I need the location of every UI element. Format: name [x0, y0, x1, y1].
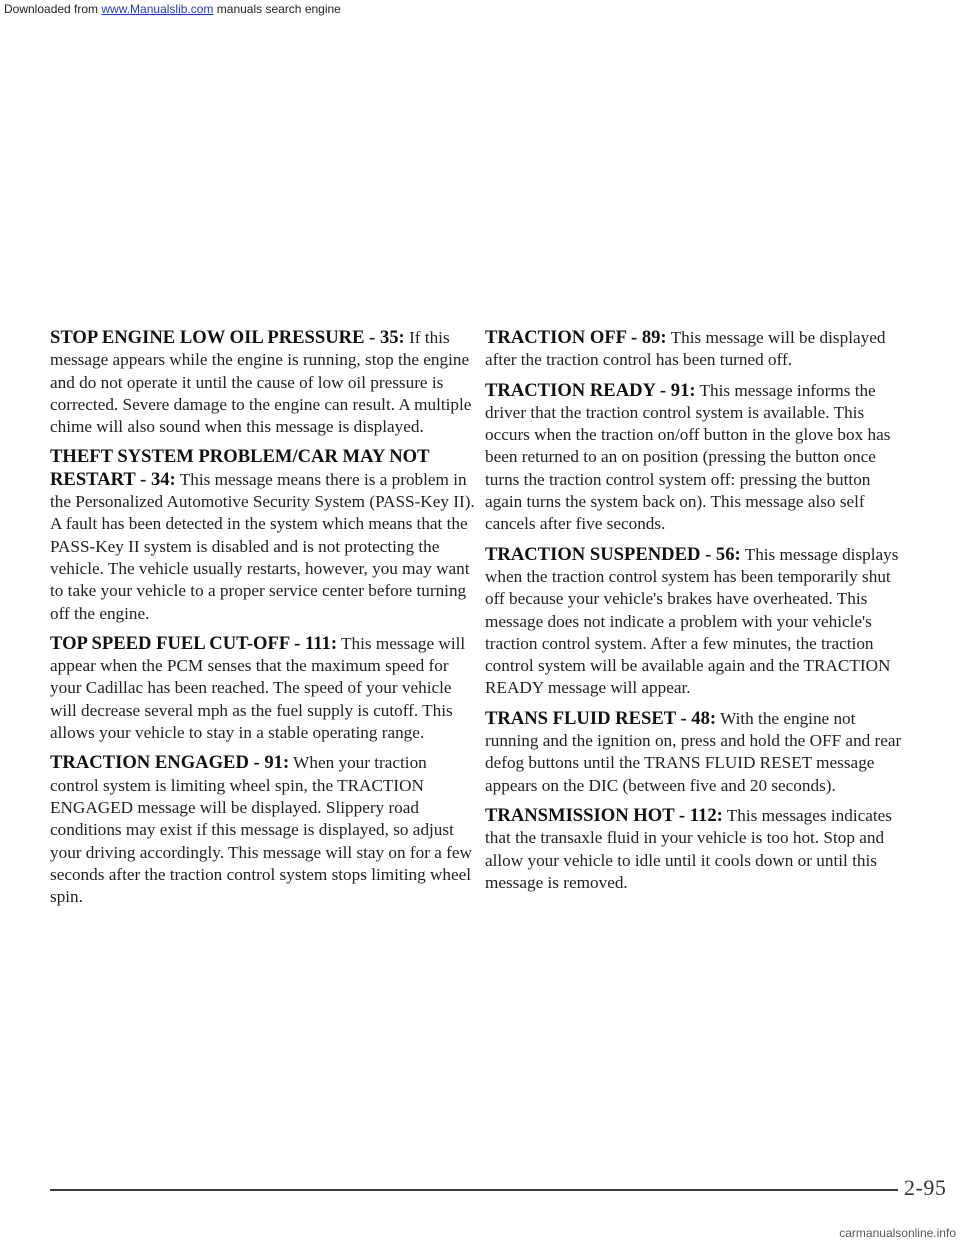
message-title: TRANS FLUID RESET - 48:	[485, 707, 717, 729]
message-body: This messages indicates that the transaxle fluid in your vehicle is too hot. Stop and allow your vehicle to idle until it cools down or until this message is removed.	[485, 805, 892, 892]
message-entry	[50, 752, 475, 908]
message-title: TRACTION ENGAGED - 91:	[50, 752, 290, 774]
message-title: TRACTION SUSPENDED - 56:	[485, 543, 741, 565]
banner-prefix: Downloaded from	[4, 2, 102, 16]
page-footer-rule	[50, 1189, 898, 1191]
message-title: TOP SPEED FUEL CUT-OFF - 111:	[50, 632, 338, 654]
message-title: TRACTION READY - 91:	[485, 379, 696, 401]
message-body: If this message appears while the engine is running, stop the engine and do not operate it until the cause of low oil pressure is corrected. Severe damage to the engine can result. A multiple chime will also sound when this message is displayed.	[50, 328, 472, 437]
manualslib-link[interactable]: www.Manualslib.com	[101, 2, 214, 16]
message-title: STOP ENGINE LOW OIL PRESSURE - 35:	[50, 327, 405, 348]
message-entry	[50, 446, 475, 624]
message-title: TRACTION OFF - 89:	[485, 327, 667, 348]
message-body: This message displays when the traction control system has been temporarily shut off because your vehicle's brakes have overheated. This message does not indicate a problem with your vehicle's traction control system. After a few minutes, the traction control system will be available again and the TRACTION READY message will appear.	[485, 544, 899, 698]
right-column	[485, 327, 910, 902]
message-body: This message means there is a problem in the Personalized Automotive Security System (PASS-Key II). A fault has been detected in the system which means that the PASS-Key II system is disabled and is not protecting the vehicle. The vehicle usually restarts, however, you may want to take your vehicle to a proper service center before turning off the engine.	[50, 469, 475, 623]
left-column	[50, 327, 475, 916]
message-title: TRANSMISSION HOT - 112:	[485, 804, 723, 826]
banner-suffix: manuals search engine	[213, 2, 341, 16]
message-body: This message informs the driver that the traction control system is available. This occurs when the traction on/off button in the glove box has been returned to an on position (pressing the button once turns the traction control system off: pressing the button again turns the system back on). This message also self cancels after five seconds.	[485, 380, 891, 534]
message-entry	[485, 708, 910, 797]
message-entry	[50, 633, 475, 744]
message-body: When your traction control system is limiting wheel spin, the TRACTION ENGAGED message will be displayed. Slippery road conditions may exist if this message is displayed, so adjust your driving accordingly. This message will stay on for a few seconds after the traction control system stops limiting wheel spin.	[50, 753, 472, 907]
message-body: With the engine not running and the ignition on, press and hold the OFF and rear defog buttons until the TRANS FLUID RESET message appears on the DIC (between five and 20 seconds).	[485, 708, 902, 795]
page-number: 2-95	[904, 1175, 947, 1200]
message-entry	[485, 805, 910, 894]
message-body: This message will appear when the PCM senses that the maximum speed for your Cadillac has been reached. The speed of your vehicle will decrease several mph as the fuel supply is cutoff. This allows your vehicle to stay in a stable operating range.	[50, 633, 466, 743]
message-entry	[50, 327, 475, 438]
message-entry	[485, 327, 910, 372]
message-entry	[485, 380, 910, 536]
message-body: This message will be displayed after the traction control has been turned off.	[485, 328, 886, 370]
message-entry	[485, 544, 910, 700]
download-banner	[0, 0, 960, 18]
message-title: THEFT SYSTEM PROBLEM/CAR MAY NOT RESTART - 34:	[50, 446, 430, 490]
watermark-text: carmanualsonline.info	[839, 1226, 956, 1240]
